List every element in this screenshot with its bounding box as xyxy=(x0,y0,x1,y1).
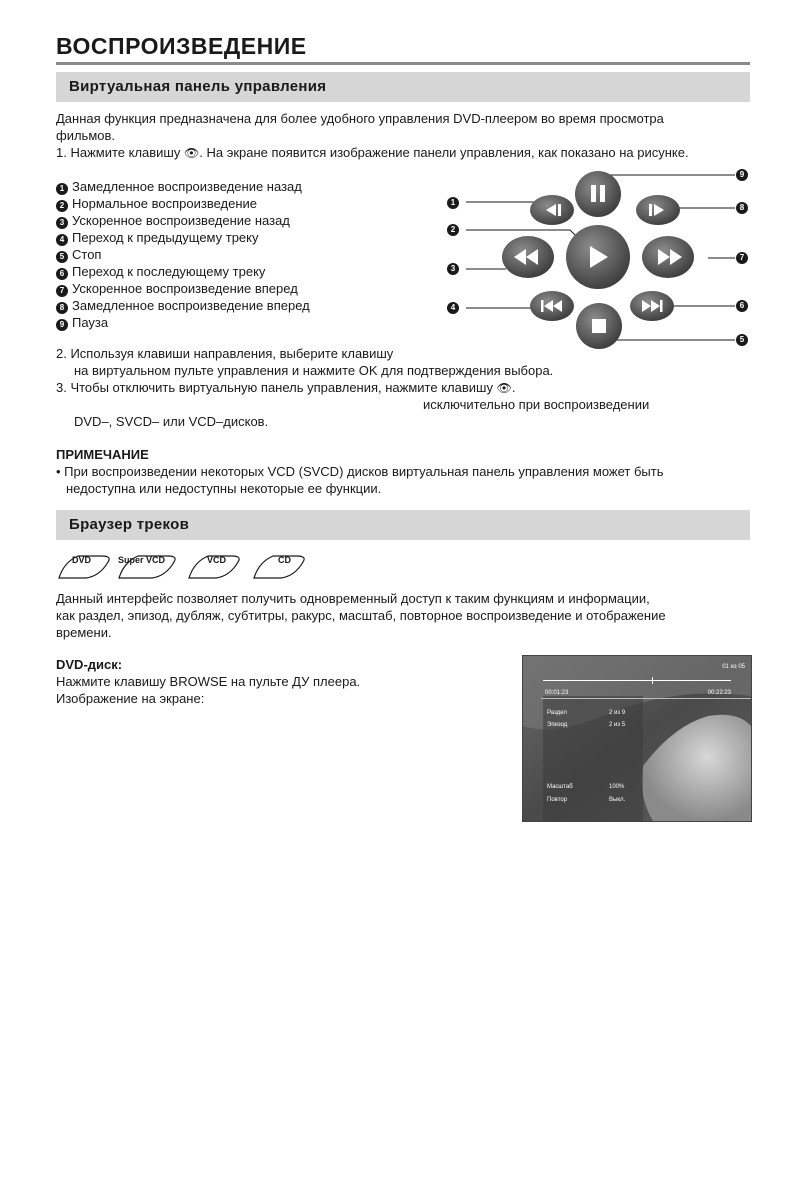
list-label: Стоп xyxy=(72,247,102,262)
callout-number: 1 xyxy=(447,197,459,209)
list-item xyxy=(56,178,310,195)
osd-row-value: Выкл. xyxy=(609,797,626,803)
callout-number: 9 xyxy=(736,169,748,181)
list-item xyxy=(56,229,310,246)
badge-vcd: VCD xyxy=(207,555,227,565)
osd-screenshot xyxy=(522,655,752,822)
list-label: Ускоренное воспроизведение вперед xyxy=(72,281,298,296)
disc-type-badges xyxy=(56,550,316,582)
stop-icon xyxy=(592,319,606,333)
callout-number: 2 xyxy=(447,224,459,236)
list-number: 4 xyxy=(56,234,68,246)
callout-number: 5 xyxy=(736,334,748,346)
virtual-control-panel-diagram xyxy=(440,160,760,350)
stop-button-graphic xyxy=(576,303,622,349)
button-legend-list xyxy=(56,178,310,331)
fast-forward-button-graphic xyxy=(642,236,694,278)
osd-track-counter: 01 из 05 xyxy=(722,664,745,670)
slow-reverse-button-graphic xyxy=(530,195,574,225)
list-number: 3 xyxy=(56,217,68,229)
osd-progress-marker xyxy=(652,677,653,684)
eye-icon: 👁 xyxy=(496,381,512,395)
osd-row-value: 2 из 9 xyxy=(609,710,626,716)
step-3-text: 3. Чтобы отключить виртуальную панель управления, нажмите клавишу xyxy=(56,380,493,395)
badge-super-vcd: Super VCD xyxy=(118,555,166,565)
list-label: Нормальное воспроизведение xyxy=(72,196,258,211)
fast-reverse-button-graphic xyxy=(502,236,554,278)
eye-icon: 👁 xyxy=(184,146,200,160)
callout-number: 6 xyxy=(736,300,748,312)
list-label: Замедленное воспроизведение назад xyxy=(72,179,302,194)
osd-time-elapsed: 00:01:23 xyxy=(545,690,569,696)
osd-row-label: Масштаб xyxy=(547,784,573,790)
browser-description-cont: времени. xyxy=(56,625,112,640)
play-button-graphic xyxy=(566,225,630,289)
note-text-cont: недоступна или недоступны некоторые ее функции. xyxy=(66,481,382,496)
step-3-text-cont: . xyxy=(511,380,516,395)
list-item xyxy=(56,263,310,280)
list-label: Пауза xyxy=(72,315,109,330)
list-number: 8 xyxy=(56,302,68,314)
slow-forward-button-graphic xyxy=(636,195,680,225)
callout-number: 4 xyxy=(447,302,459,314)
list-label: Ускоренное воспроизведение назад xyxy=(72,213,290,228)
osd-row-label: Повтор xyxy=(547,797,568,803)
note-heading: ПРИМЕЧАНИЕ xyxy=(56,447,149,462)
list-item xyxy=(56,297,310,314)
list-number: 2 xyxy=(56,200,68,212)
list-label: Замедленное воспроизведение вперед xyxy=(72,298,310,313)
page-title: ВОСПРОИЗВЕДЕНИЕ xyxy=(56,33,307,59)
osd-row-label: Раздел xyxy=(547,710,567,716)
list-item xyxy=(56,280,310,297)
list-item xyxy=(56,246,310,263)
list-number: 6 xyxy=(56,268,68,280)
callout-number: 8 xyxy=(736,202,748,214)
step-2-cont: на виртуальном пульте управления и нажмите OK для подтверждения выбора. xyxy=(74,363,554,378)
dvd-instruction-cont: Изображение на экране: xyxy=(56,691,205,706)
dvd-instruction: Нажмите клавишу BROWSE на пульте ДУ плеера. xyxy=(56,674,361,689)
badge-cd: CD xyxy=(278,555,291,565)
section-heading-text: Виртуальная панель управления xyxy=(69,78,327,95)
browser-description: Данный интерфейс позволяет получить одновременный доступ к таким функциям и информации, xyxy=(56,591,650,606)
osd-progress-bar xyxy=(543,680,731,681)
list-item xyxy=(56,212,310,229)
intro-text: Данная функция предназначена для более удобного управления DVD-плеером во время просмотра xyxy=(56,111,664,126)
list-item xyxy=(56,314,310,331)
step-1-text: 1. Нажмите клавишу xyxy=(56,145,181,160)
note-text: • При воспроизведении некоторых VCD (SVCD) дисков виртуальная панель управления может быть xyxy=(56,464,664,479)
next-track-button-graphic xyxy=(630,291,674,321)
browser-description-cont: как раздел, эпизод, дубляж, субтитры, ракурс, масштаб, повторное воспроизведение и отображение xyxy=(56,608,666,623)
osd-row-value: 2 из 5 xyxy=(609,722,626,728)
callout-number: 7 xyxy=(736,252,748,264)
extra-text-cont: DVD–, SVCD– или VCD–дисков. xyxy=(74,414,269,429)
intro-text-cont: фильмов. xyxy=(56,128,116,143)
list-number: 9 xyxy=(56,319,68,331)
list-label: Переход к последующему треку xyxy=(72,264,266,279)
step-2: 2. Используя клавиши направления, выберите клавишу xyxy=(56,346,394,361)
section-heading-track-browser xyxy=(56,510,750,540)
osd-time-total: 00:22:23 xyxy=(707,690,731,696)
callout-number: 3 xyxy=(447,263,459,275)
list-label: Переход к предыдущему треку xyxy=(72,230,259,245)
osd-divider xyxy=(541,698,751,699)
pause-icon xyxy=(591,185,596,202)
title-divider xyxy=(56,62,750,65)
badge-dvd: DVD xyxy=(72,555,92,565)
extra-text: исключительно при воспроизведении xyxy=(423,397,650,412)
section-heading-text: Браузер треков xyxy=(69,516,190,533)
dvd-heading: DVD-диск: xyxy=(56,657,123,672)
section-heading-virtual-panel xyxy=(56,72,750,102)
step-1-text-cont: . На экране появится изображение панели управления, как показано на рисунке. xyxy=(199,145,689,160)
list-item xyxy=(56,195,310,212)
osd-row-label: Эпизод xyxy=(547,722,568,728)
list-number: 5 xyxy=(56,251,68,263)
list-number: 7 xyxy=(56,285,68,297)
step-3 xyxy=(56,379,515,397)
list-number: 1 xyxy=(56,183,68,195)
osd-row-value: 100% xyxy=(609,784,625,790)
pause-button-graphic xyxy=(575,171,621,217)
previous-track-button-graphic xyxy=(530,291,574,321)
